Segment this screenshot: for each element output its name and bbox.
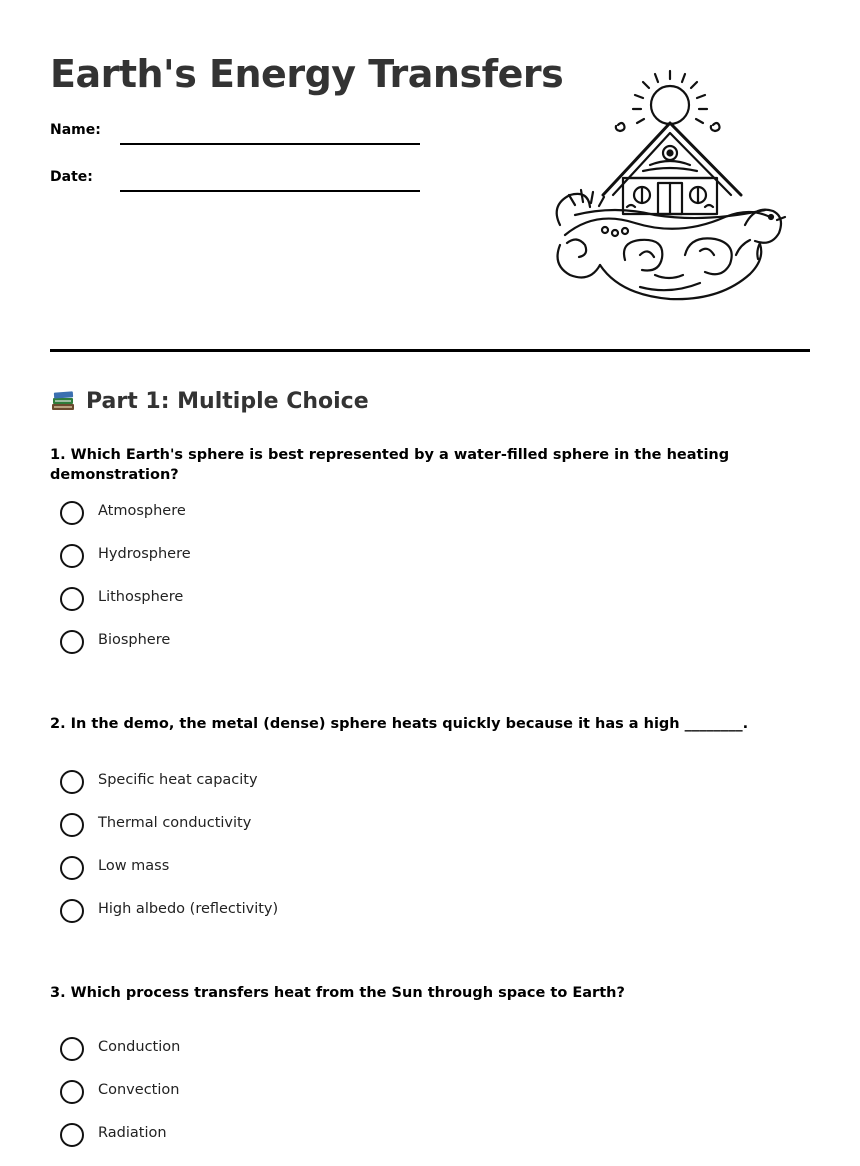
radio-button[interactable] xyxy=(60,813,84,837)
section-title: Part 1: Multiple Choice xyxy=(86,388,369,414)
question-3 xyxy=(50,983,820,1141)
option-item[interactable] xyxy=(60,770,278,813)
radio-button[interactable] xyxy=(60,856,84,880)
option-label: Biosphere xyxy=(98,632,171,648)
option-item[interactable] xyxy=(60,1080,180,1123)
house-icon xyxy=(603,123,741,214)
option-label: High albedo (reflectivity) xyxy=(98,901,279,917)
question-1 xyxy=(50,445,820,648)
question-text: 1. Which Earth's sphere is best represented by a water-filled sphere in the heating demonstration? xyxy=(50,447,730,483)
radio-button[interactable] xyxy=(60,1080,84,1104)
option-item[interactable] xyxy=(60,856,278,899)
name-input-line[interactable] xyxy=(120,143,420,145)
option-label: Atmosphere xyxy=(98,503,186,519)
radio-button[interactable] xyxy=(60,587,84,611)
option-label: Conduction xyxy=(98,1039,181,1055)
radio-button[interactable] xyxy=(60,501,84,525)
option-item[interactable] xyxy=(60,899,278,942)
option-list xyxy=(60,1037,180,1166)
sun-icon xyxy=(633,71,707,124)
option-item[interactable] xyxy=(60,1123,180,1166)
radio-button[interactable] xyxy=(60,544,84,568)
option-item[interactable] xyxy=(60,813,278,856)
option-label: Radiation xyxy=(98,1125,167,1141)
option-item[interactable] xyxy=(60,587,191,630)
radio-button[interactable] xyxy=(60,1037,84,1061)
question-text: 2. In the demo, the metal (dense) sphere heats quickly because it has a high ________. xyxy=(50,716,749,732)
option-list xyxy=(60,501,191,673)
question-text: 3. Which process transfers heat from the Sun through space to Earth? xyxy=(50,985,625,1001)
page-title: Earth's Energy Transfers xyxy=(50,52,564,96)
question-2 xyxy=(50,714,820,917)
radio-button[interactable] xyxy=(60,1123,84,1147)
books-icon xyxy=(50,388,76,414)
sun-house-landscape-illustration xyxy=(545,65,795,310)
date-label: Date: xyxy=(50,169,93,185)
name-label: Name: xyxy=(50,122,101,138)
option-item[interactable] xyxy=(60,630,191,673)
radio-button[interactable] xyxy=(60,630,84,654)
option-label: Low mass xyxy=(98,858,170,874)
radio-button[interactable] xyxy=(60,899,84,923)
option-list xyxy=(60,770,278,942)
option-label: Hydrosphere xyxy=(98,546,191,562)
option-label: Convection xyxy=(98,1082,180,1098)
option-label: Thermal conductivity xyxy=(98,815,252,831)
option-label: Specific heat capacity xyxy=(98,772,258,788)
option-label: Lithosphere xyxy=(98,589,184,605)
date-input-line[interactable] xyxy=(120,190,420,192)
section-heading xyxy=(50,388,369,414)
option-item[interactable] xyxy=(60,501,191,544)
option-item[interactable] xyxy=(60,1037,180,1080)
section-divider xyxy=(50,349,810,352)
radio-button[interactable] xyxy=(60,770,84,794)
option-item[interactable] xyxy=(60,544,191,587)
